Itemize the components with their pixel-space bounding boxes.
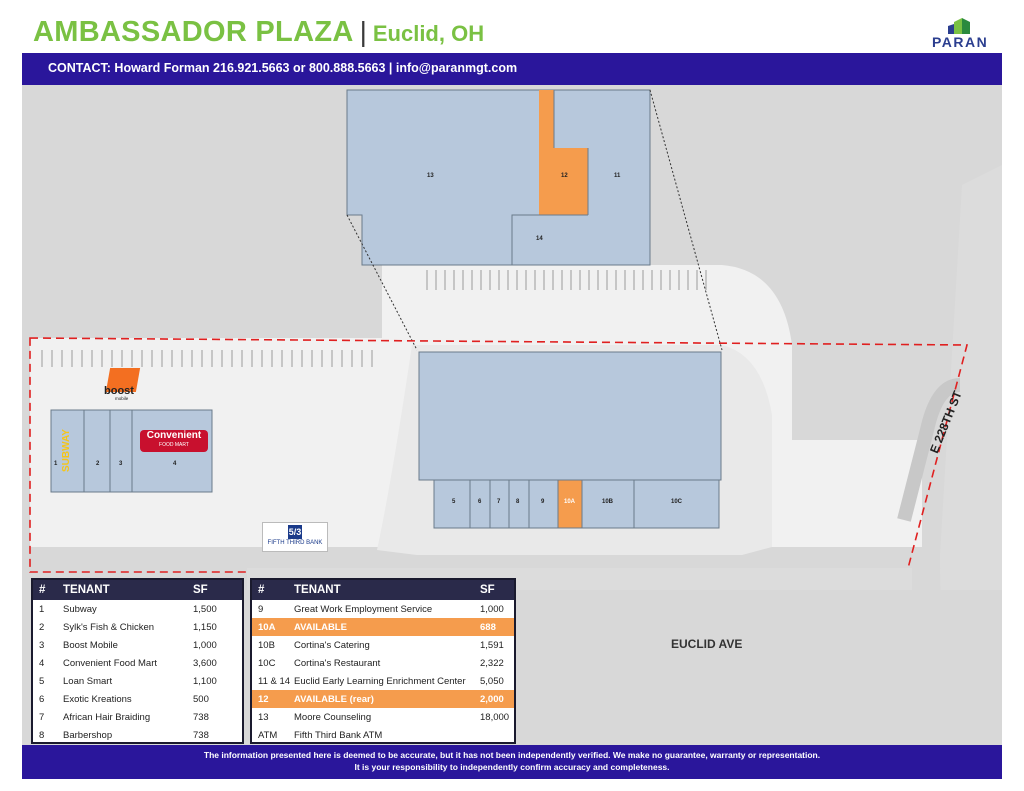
paran-logo [928, 14, 998, 54]
table-row [33, 636, 242, 654]
row-tenant: Exotic Kreations [63, 693, 132, 705]
page-title [33, 16, 484, 52]
table-row [33, 654, 242, 672]
contact-bar: CONTACT: Howard Forman 216.921.5663 or 800.888.5663 | info@paranmgt.com [22, 53, 1002, 85]
row-sf: 1,500 [193, 603, 217, 615]
bank-name: FIFTH THIRD BANK [267, 540, 323, 546]
row-num: 13 [258, 711, 269, 723]
unit-10b-label: 10B [602, 499, 614, 505]
row-sf: 1,150 [193, 621, 217, 633]
row-tenant: Fifth Third Bank ATM [294, 729, 383, 741]
fifth-third-bank-atm [262, 522, 328, 552]
unit-9-label: 9 [541, 499, 545, 505]
row-sf: 18,000 [480, 711, 510, 723]
unit-8-label: 8 [516, 499, 520, 505]
table-row [252, 654, 514, 672]
row-tenant: Boost Mobile [63, 639, 118, 651]
row-tenant: Loan Smart [63, 675, 113, 687]
row-num: 10B [258, 639, 275, 651]
row-tenant: AVAILABLE (rear) [294, 693, 374, 705]
row-num: 10A [258, 621, 276, 633]
row-num: 10C [258, 657, 276, 669]
table-body [33, 600, 242, 744]
boost-logo-subtext: mobile [115, 396, 129, 401]
row-num: 9 [258, 603, 264, 615]
row-num: 8 [39, 729, 45, 741]
disclaimer-line-1: The information presented here is deemed to be accurate, but it has not been independently verified. We make no guarantee, warranty or representation. [203, 750, 821, 760]
row-tenant: Convenient Food Mart [63, 657, 157, 669]
table-header [33, 580, 242, 600]
table-row [252, 708, 514, 726]
unit-13-label: 13 [427, 173, 434, 179]
table-row [33, 672, 242, 690]
row-num: 12 [258, 693, 269, 705]
property-location: Euclid, OH [372, 21, 485, 46]
building-inset [347, 90, 650, 265]
header-tenant: TENANT [63, 584, 110, 596]
row-num: ATM [258, 729, 278, 741]
row-num: 11 & 14 [258, 675, 291, 687]
convenient-logo-text: Convenient [146, 430, 202, 441]
row-num: 6 [39, 693, 45, 705]
row-num: 5 [39, 675, 45, 687]
row-tenant: Great Work Employment Service [294, 603, 433, 615]
row-sf: 738 [193, 711, 209, 723]
row-num: 2 [39, 621, 45, 633]
table-row [252, 690, 514, 708]
table-row [252, 672, 514, 690]
tenant-table-left [31, 578, 244, 744]
row-num: 3 [39, 639, 45, 651]
row-tenant: Moore Counseling [294, 711, 372, 723]
tenant-table-right [250, 578, 516, 744]
row-sf: 500 [193, 693, 209, 705]
subway-logo: SUBWAY [61, 429, 72, 473]
unit-14-label: 14 [536, 236, 543, 242]
row-num: 1 [39, 603, 45, 615]
table-header [252, 580, 514, 600]
paran-logo-icon [928, 14, 998, 36]
e228th-st-label: E 228TH ST [927, 388, 965, 456]
unit-1-label: 1 [54, 461, 58, 467]
row-sf: 5,050 [480, 675, 504, 687]
table-row [252, 600, 514, 618]
unit-12-shape [539, 148, 588, 215]
boost-logo-text: boost [104, 385, 134, 397]
disclaimer-line-2: It is your responsibility to independently confirm accuracy and completeness. [354, 762, 670, 772]
header-num: # [258, 584, 265, 596]
row-tenant: African Hair Braiding [63, 711, 151, 723]
header-sf: SF [193, 584, 208, 596]
unit-6-label: 6 [478, 499, 482, 505]
unit-11-label: 11 [614, 173, 621, 179]
row-num: 4 [39, 657, 45, 669]
header-sf: SF [480, 584, 495, 596]
fifth-third-bank-icon: 5/3 [288, 527, 302, 537]
row-tenant: AVAILABLE [294, 621, 347, 633]
row-sf: 2,322 [480, 657, 504, 669]
table-row [252, 726, 514, 744]
row-tenant: Euclid Early Learning Enrichment Center [294, 675, 466, 687]
property-name: AMBASSADOR PLAZA [33, 16, 354, 48]
table-row [33, 726, 242, 744]
row-sf: 1,591 [480, 639, 504, 651]
table-body [252, 600, 514, 744]
unit-12-label: 12 [561, 173, 568, 179]
logo-wordmark: PARAN [932, 34, 989, 50]
table-row [33, 690, 242, 708]
row-sf: 1,000 [193, 639, 217, 651]
euclid-ave-label: EUCLID AVE [671, 637, 743, 651]
row-sf: 738 [193, 729, 209, 741]
row-sf: 2,000 [480, 693, 504, 705]
row-sf: 1,000 [480, 603, 504, 615]
unit-10c-label: 10C [671, 499, 683, 505]
unit-3-label: 3 [119, 461, 123, 467]
row-sf: 1,100 [193, 675, 217, 687]
row-sf: 688 [480, 621, 496, 633]
main-building [419, 352, 721, 480]
unit-2-label: 2 [96, 461, 100, 467]
table-row [33, 708, 242, 726]
unit-10a-label: 10A [564, 499, 576, 505]
row-sf: 3,600 [193, 657, 217, 669]
unit-5-label: 5 [452, 499, 456, 505]
unit-7-label: 7 [497, 499, 501, 505]
row-tenant: Cortina's Catering [294, 639, 370, 651]
table-row [252, 618, 514, 636]
unit-12-shape-top [539, 90, 554, 150]
row-num: 7 [39, 711, 45, 723]
row-tenant: Subway [63, 603, 97, 615]
table-row [33, 600, 242, 618]
table-row [33, 618, 242, 636]
row-tenant: Barbershop [63, 729, 113, 741]
header-num: # [39, 584, 46, 596]
disclaimer-footer [22, 745, 1002, 779]
convenient-logo [140, 430, 208, 452]
row-tenant: Cortina's Restaurant [294, 657, 381, 669]
convenient-logo-subtext: FOOD MART [159, 442, 189, 448]
header-tenant: TENANT [294, 584, 341, 596]
title-separator: | [359, 16, 367, 47]
row-tenant: Sylk's Fish & Chicken [63, 621, 155, 633]
table-row [252, 636, 514, 654]
unit-4-label: 4 [173, 461, 177, 467]
